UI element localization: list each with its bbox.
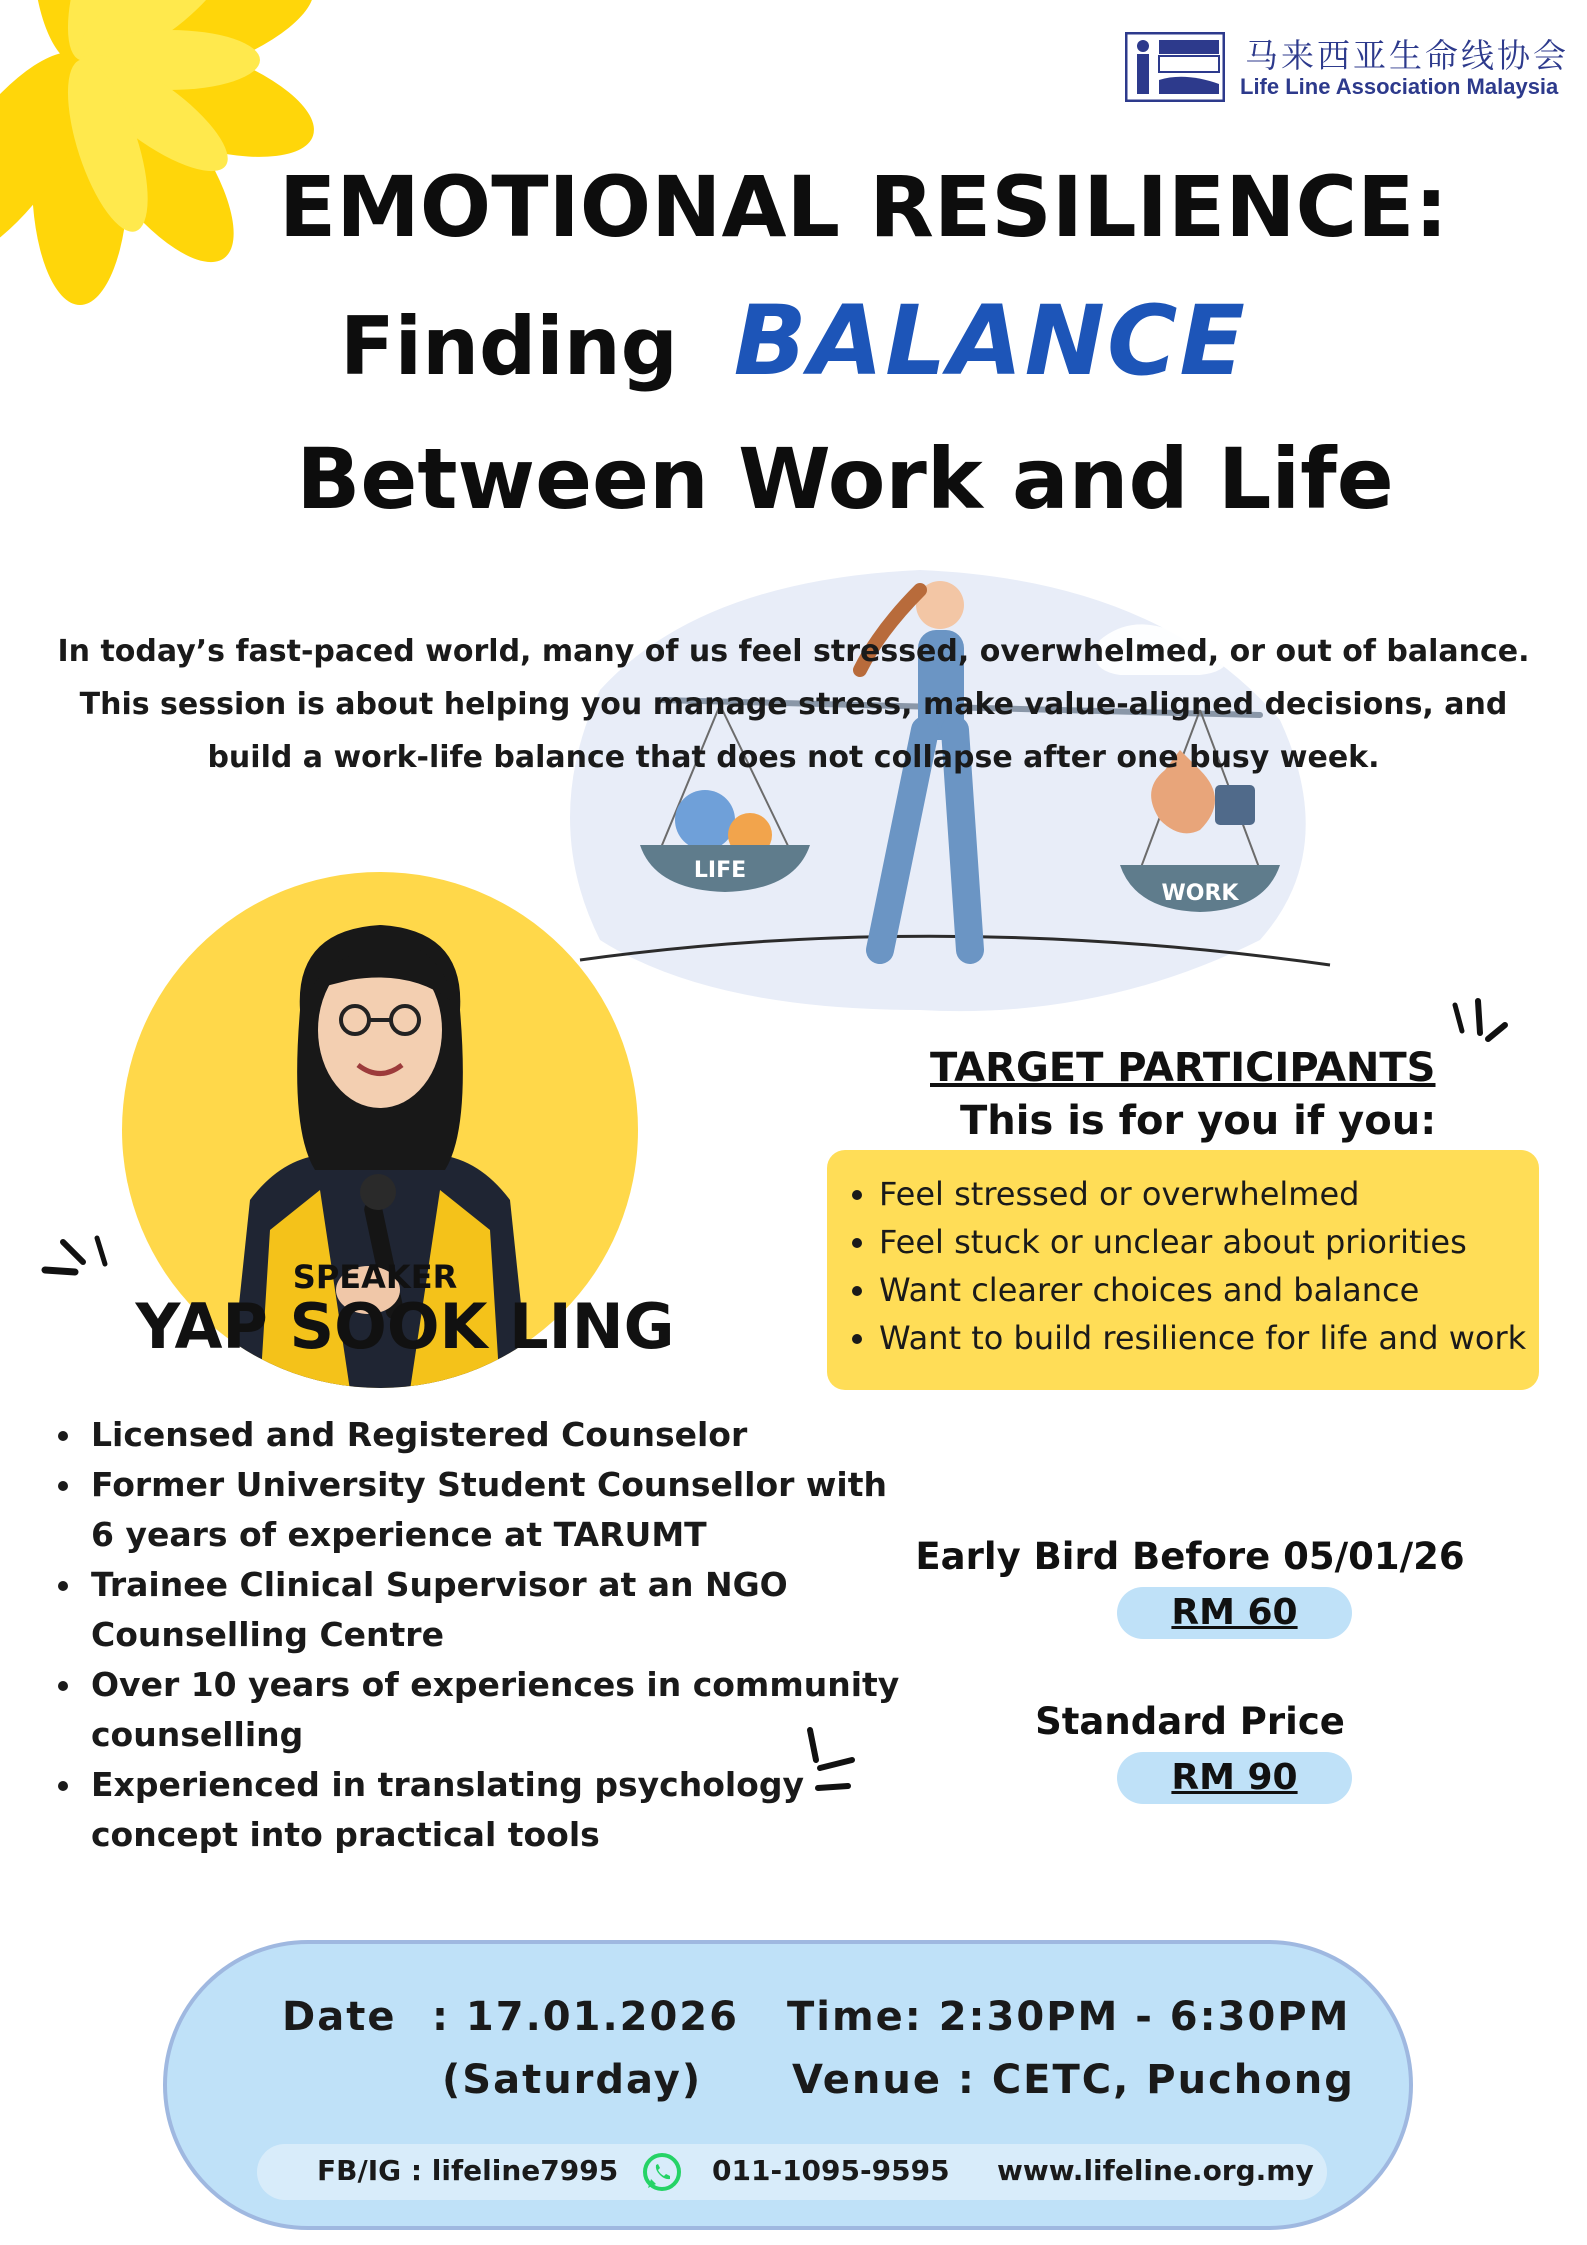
intro-line: This session is about helping you manage stress, make value-aligned decisions, and	[79, 687, 1508, 722]
title-line-3: Between Work and Life	[296, 430, 1394, 528]
target-item: • Want to build resilience for life and work	[879, 1314, 1539, 1362]
sparkle-decoration	[1440, 995, 1520, 1075]
target-item: • Want clearer choices and balance	[879, 1266, 1539, 1314]
work-pan-label: WORK	[1161, 881, 1239, 906]
target-participants-list	[827, 1150, 1539, 1362]
credential-item: • Licensed and Registered Counselor	[85, 1410, 915, 1460]
early-bird-price: RM 60	[1117, 1587, 1352, 1639]
standard-price: RM 90	[1117, 1752, 1352, 1804]
whatsapp-icon	[642, 2152, 682, 2192]
target-participants-box	[827, 1150, 1539, 1390]
intro-line: In today’s fast-paced world, many of us feel stressed, overwhelmed, or out of balance.	[57, 634, 1530, 669]
lifeline-logo-icon	[1125, 32, 1225, 102]
title-finding: Finding	[340, 300, 678, 393]
date-value: : 17.01.2026	[432, 1994, 739, 2040]
target-item: • Feel stuck or unclear about priorities	[879, 1218, 1539, 1266]
early-bird-label: Early Bird Before 05/01/26	[915, 1535, 1465, 1578]
title-line-1: EMOTIONAL RESILIENCE:	[278, 158, 1449, 256]
speaker-name: YAP SOOK LING	[135, 1290, 675, 1363]
life-pan-label: LIFE	[693, 858, 747, 883]
date-day: (Saturday)	[442, 2057, 703, 2103]
credential-item: • Former University Student Counsellor with 6 years of experience at TARUMT	[85, 1460, 915, 1560]
event-time: Time: 2:30PM - 6:30PM	[787, 1994, 1351, 2040]
date-label: Date	[282, 1994, 397, 2040]
organization-logo	[1125, 30, 1575, 110]
intro-line: build a work-life balance that does not collapse after one busy week.	[207, 740, 1380, 775]
contact-bar	[257, 2144, 1327, 2200]
phone-number: 011-1095-9595	[712, 2154, 950, 2187]
org-name-english: Life Line Association Malaysia	[1240, 74, 1559, 99]
title-line-2	[0, 285, 1587, 397]
target-participants-subtitle: This is for you if you:	[960, 1098, 1437, 1144]
standard-price-label: Standard Price	[1035, 1700, 1345, 1743]
speaker-label: SPEAKER	[292, 1258, 458, 1296]
intro-paragraph	[40, 625, 1547, 784]
credential-item: • Trainee Clinical Supervisor at an NGO Counselling Centre	[85, 1560, 915, 1660]
speaker-credentials-list	[50, 1410, 915, 1860]
event-venue: Venue : CETC, Puchong	[792, 2057, 1355, 2103]
target-participants-title: TARGET PARTICIPANTS	[930, 1045, 1436, 1091]
sparkle-decoration	[35, 1230, 115, 1310]
target-item: • Feel stressed or overwhelmed	[879, 1170, 1539, 1218]
credential-item: • Experienced in translating psychology concept into practical tools	[85, 1760, 915, 1860]
org-name-chinese: 马来西亚生命线协会	[1245, 36, 1569, 75]
social-handle: FB/IG : lifeline7995	[317, 2154, 619, 2187]
event-info-box	[163, 1940, 1413, 2230]
credential-item: • Over 10 years of experiences in community counselling	[85, 1660, 915, 1760]
title-balance-highlight: BALANCE	[733, 285, 1247, 397]
website-url: www.lifeline.org.my	[997, 2154, 1314, 2187]
